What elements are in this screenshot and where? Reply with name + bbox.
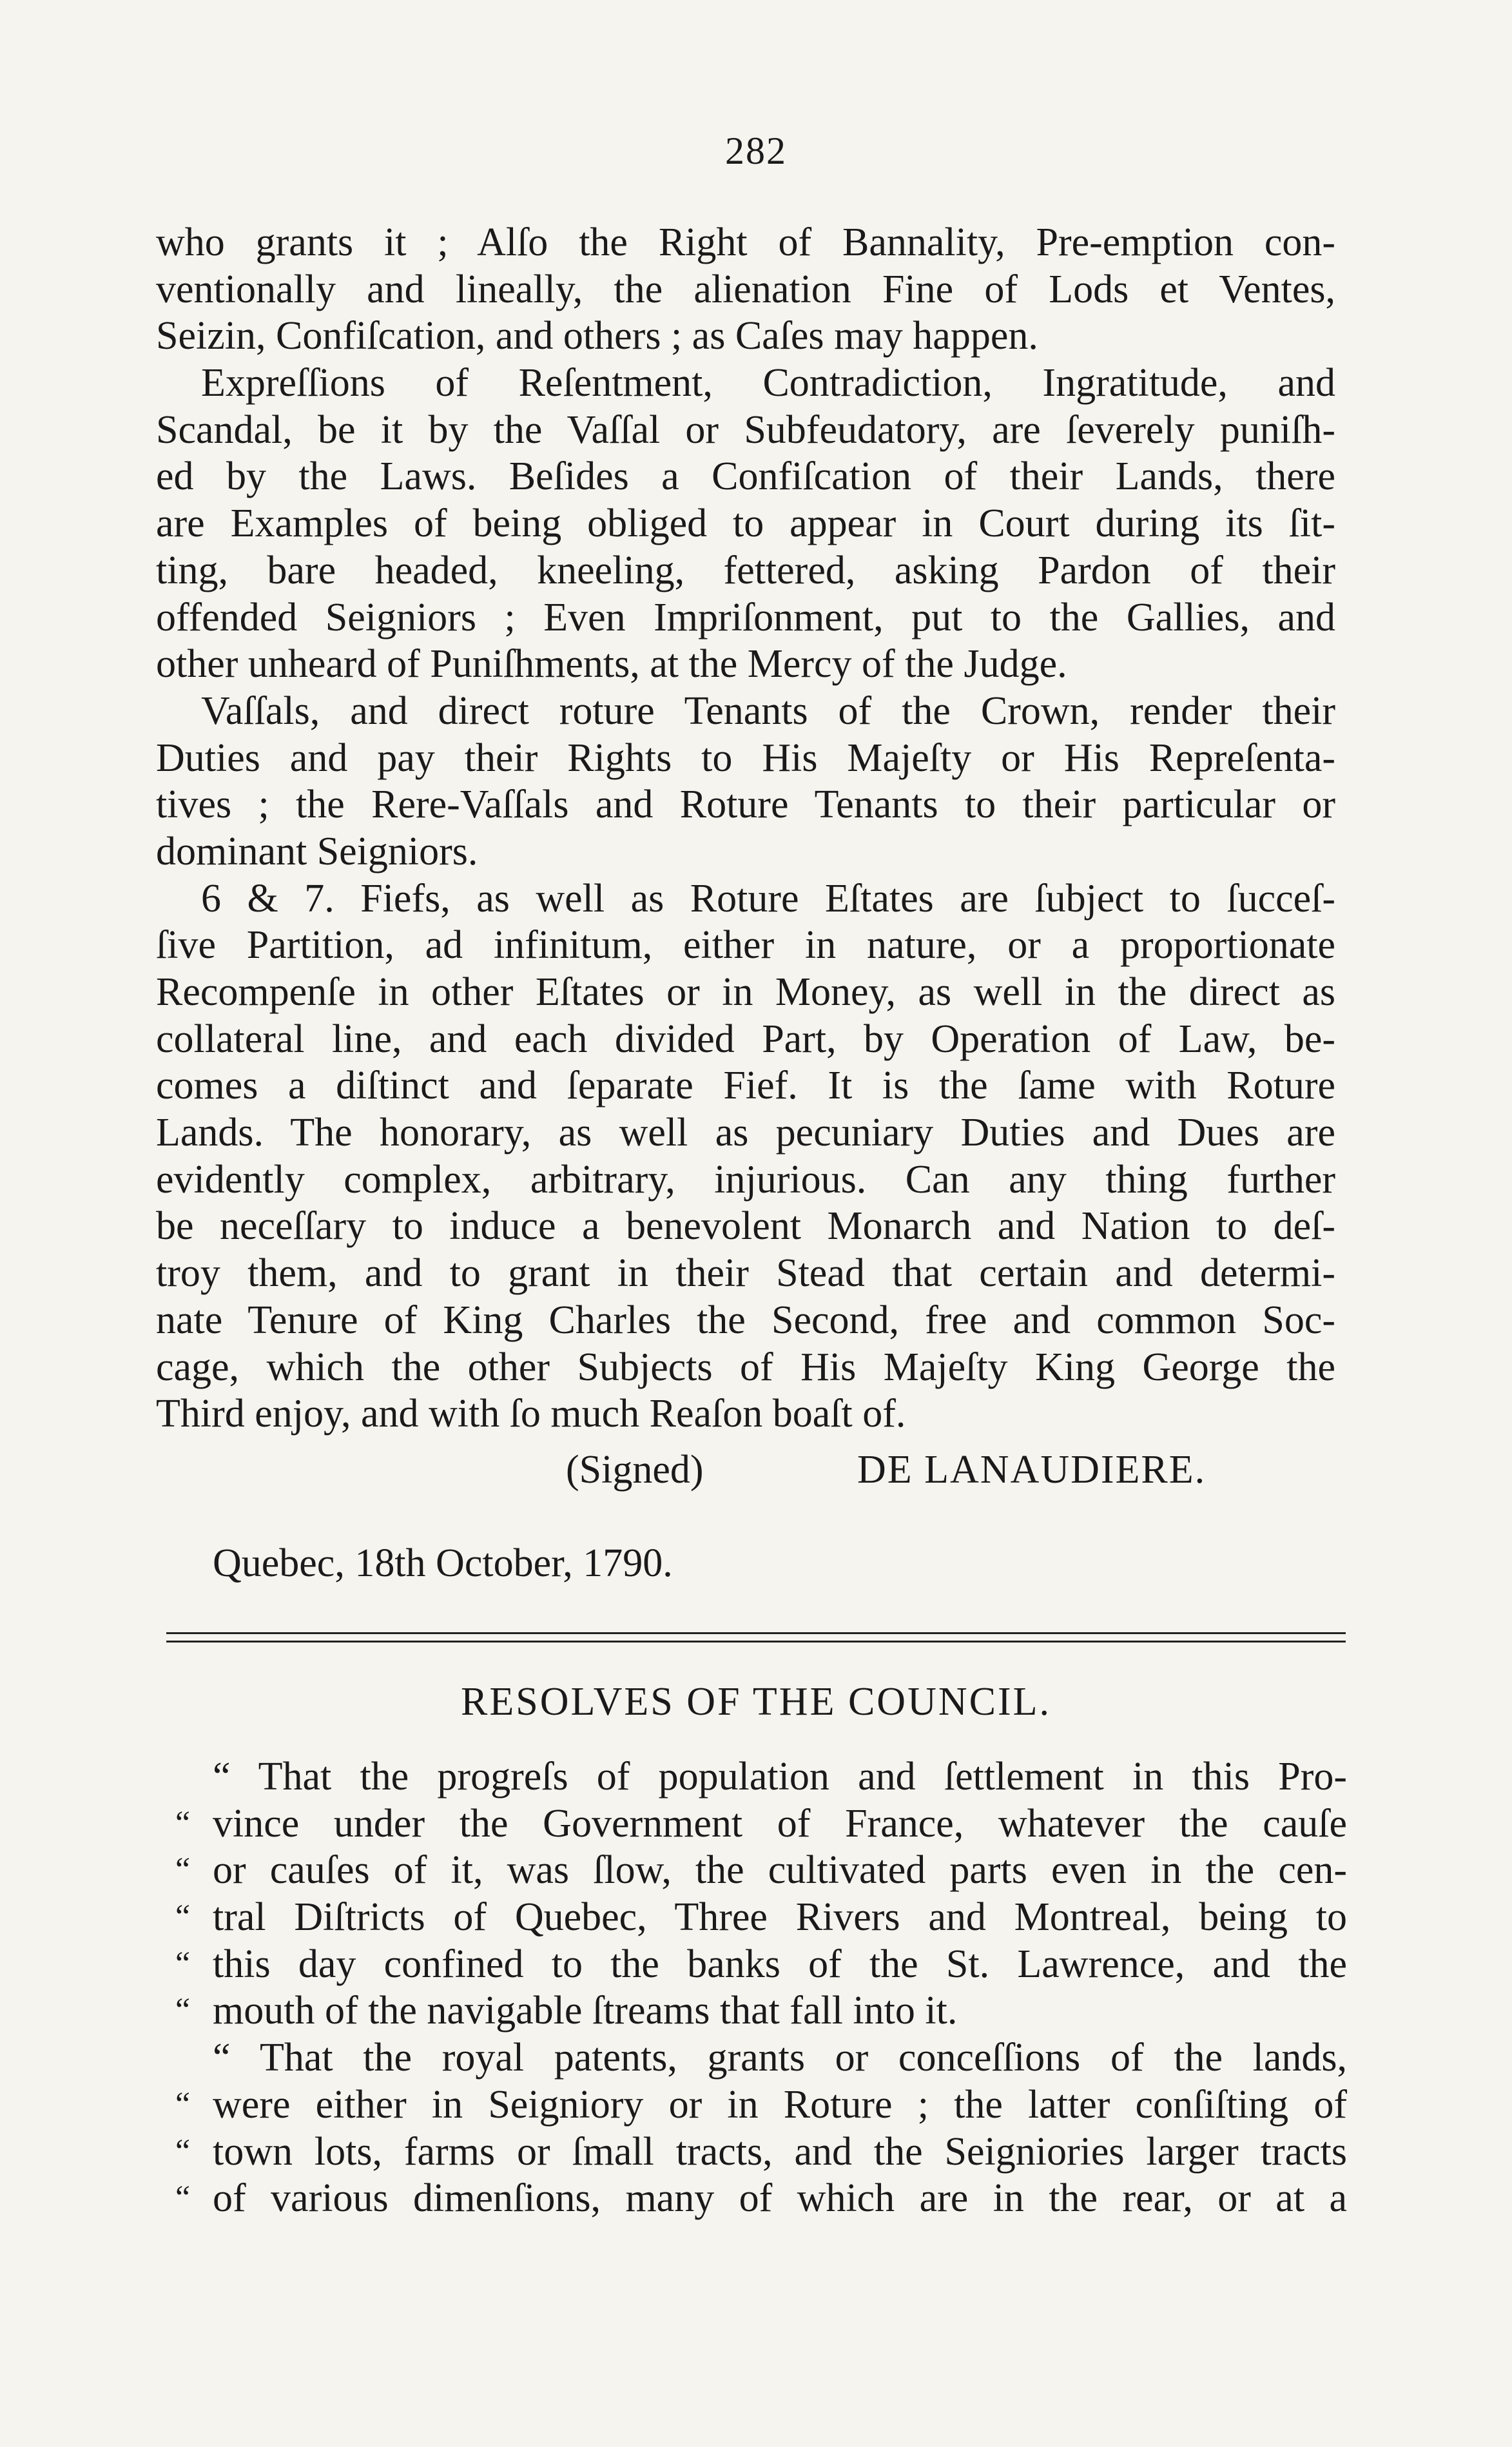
- text-line: other unheard of Puniſhments, at the Mercy of the Judge.: [156, 642, 1067, 687]
- quote-mark: “: [175, 1898, 191, 1936]
- text-line: ting, bare headed, kneeling, fettered, asking Pardon of their: [156, 548, 1335, 592]
- text-line: ed by the Laws. Beſides a Confiſcation of their Lands, there: [156, 454, 1335, 499]
- text-line: dominant Seigniors.: [156, 829, 478, 873]
- dateline: Quebec, 18th October, 1790.: [213, 1541, 673, 1585]
- quoted-line: [175, 1941, 1347, 1988]
- text-line: tives ; the Rere-Vaſſals and Roture Tenants to their particular or: [156, 783, 1335, 827]
- quoted-line-text: this day confined to the banks of the St. Lawrence, and the: [213, 1942, 1347, 1986]
- text-line: be neceſſary to induce a benevolent Monarch and Nation to deſ-: [156, 1204, 1335, 1249]
- quoted-line-text: of various dimenſions, many of which are in the rear, or at a: [213, 2176, 1347, 2221]
- signer-name: DE LANAUDIERE.: [857, 1448, 1207, 1492]
- signed-label: (Signed): [566, 1448, 704, 1492]
- page-number: 282: [725, 130, 787, 172]
- text-line: are Examples of being obliged to appear in Court during its ſit-: [156, 502, 1335, 546]
- quote-mark: “: [175, 2085, 191, 2123]
- text-line: collateral line, and each divided Part, by Operation of Law, be-: [156, 1017, 1335, 1061]
- quoted-line: [213, 1753, 1347, 1800]
- quote-mark: “: [175, 2132, 191, 2170]
- text-line: offended Seigniors ; Even Impriſonment, put to the Gallies, and: [156, 595, 1335, 639]
- quoted-line: [175, 1800, 1347, 1847]
- quoted-line-text: were either in Seigniory or in Roture ; the latter conſiſting of: [213, 2082, 1347, 2127]
- quoted-line: [175, 1987, 1347, 2034]
- body-text: [156, 219, 1335, 1438]
- section-divider-bottom: [166, 1641, 1346, 1643]
- section-divider-top: [166, 1632, 1346, 1634]
- quoted-line: [175, 1847, 1347, 1894]
- text-line: Recompenſe in other Eſtates or in Money, as well in the direct as: [156, 970, 1335, 1014]
- text-line: Third enjoy, and with ſo much Reaſon boaſt of.: [156, 1392, 906, 1436]
- text-line: Seizin, Confiſcation, and others ; as Caſes may happen.: [156, 314, 1038, 358]
- text-line: evidently complex, arbitrary, injurious. Can any thing further: [156, 1157, 1335, 1202]
- text-line: Lands. The honorary, as well as pecuniary Duties and Dues are: [156, 1111, 1335, 1155]
- quote-mark: “: [175, 2179, 191, 2217]
- quote-mark: “: [175, 1992, 191, 2029]
- quoted-line: [175, 1894, 1347, 1941]
- text-line: Scandal, be it by the Vaſſal or Subfeudatory, are ſeverely puniſh-: [156, 407, 1335, 452]
- text-line: nate Tenure of King Charles the Second, free and common Soc-: [156, 1298, 1335, 1342]
- quoted-line: [213, 2034, 1347, 2081]
- section-heading: RESOLVES OF THE COUNCIL.: [461, 1680, 1051, 1724]
- text-line: 6 & 7. Fiefs, as well as Roture Eſtates are ſubject to ſucceſ-: [201, 876, 1335, 921]
- quote-mark: “: [175, 1804, 191, 1842]
- council-resolves: [175, 1753, 1347, 2222]
- quote-mark: “: [175, 1851, 191, 1889]
- quoted-line-text: vince under the Government of France, whatever the cauſe: [213, 1801, 1347, 1846]
- text-line: Expreſſions of Reſentment, Contradiction, Ingratitude, and: [201, 361, 1335, 405]
- quoted-line: [175, 2175, 1347, 2222]
- quoted-line-text: “ That the royal patents, grants or conceſſions of the lands,: [213, 2036, 1347, 2080]
- text-line: comes a diſtinct and ſeparate Fief. It is the ſame with Roture: [156, 1064, 1335, 1108]
- text-line: Vaſſals, and direct roture Tenants of the Crown, render their: [201, 688, 1335, 733]
- quoted-line-text: mouth of the navigable ſtreams that fall into it.: [213, 1989, 958, 2033]
- signature-row: [0, 1447, 1512, 1499]
- quoted-line-text: “ That the progreſs of population and ſettlement in this Pro-: [213, 1755, 1347, 1799]
- text-line: Duties and pay their Rights to His Majeſty or His Repreſenta-: [156, 736, 1335, 780]
- quoted-line-text: town lots, farms or ſmall tracts, and the Seigniories larger tracts: [213, 2129, 1347, 2174]
- text-line: troy them, and to grant in their Stead that certain and determi-: [156, 1251, 1335, 1296]
- quoted-line: [175, 2129, 1347, 2176]
- quoted-line-text: or cauſes of it, was ſlow, the cultivated parts even in the cen-: [213, 1848, 1347, 1893]
- text-line: cage, which the other Subjects of His Majeſty King George the: [156, 1345, 1335, 1389]
- text-line: ventionally and lineally, the alienation Fine of Lods et Ventes,: [156, 267, 1335, 311]
- quote-mark: “: [175, 1945, 191, 1982]
- text-line: who grants it ; Alſo the Right of Bannality, Pre-emption con-: [156, 220, 1335, 264]
- text-line: ſive Partition, ad infinitum, either in nature, or a proportionate: [156, 923, 1335, 968]
- quoted-line: [175, 2081, 1347, 2129]
- quoted-line-text: tral Diſtricts of Quebec, Three Rivers and Montreal, being to: [213, 1895, 1347, 1940]
